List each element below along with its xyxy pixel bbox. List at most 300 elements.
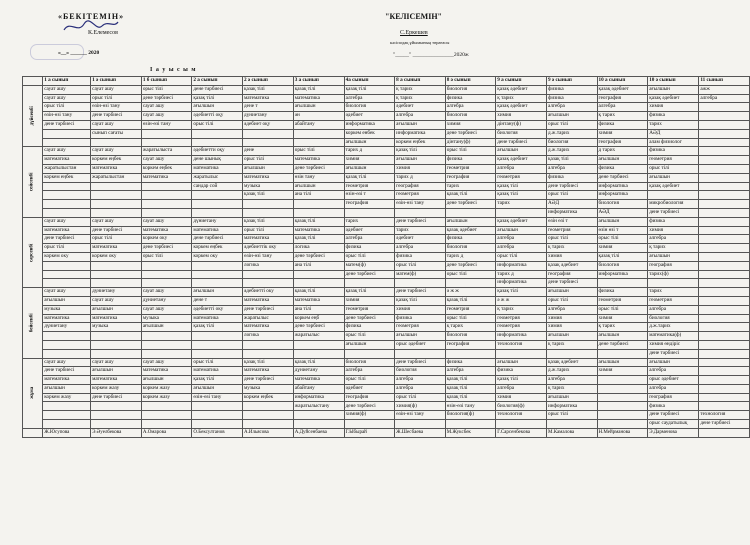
lesson-cell xyxy=(91,208,142,217)
lesson-cell xyxy=(91,182,142,191)
lesson-cell: сауат ашу xyxy=(141,217,192,226)
lesson-cell xyxy=(141,200,192,209)
lesson-cell: әдебиетті оку xyxy=(192,305,243,314)
lesson-cell: қазақ тілі xyxy=(395,296,446,305)
teacher-name: А.Дуйсенбаева xyxy=(293,428,344,437)
lesson-cell xyxy=(141,332,192,341)
lesson-cell xyxy=(43,332,91,341)
lesson-cell xyxy=(293,340,344,349)
lesson-cell: дене тәрбиесі xyxy=(648,411,699,420)
lesson-cell: алгебра xyxy=(496,164,547,173)
lesson-cell: орыс тілі xyxy=(192,358,243,367)
lesson-cell: алгебра xyxy=(648,235,699,244)
table-row xyxy=(23,147,750,156)
lesson-cell xyxy=(43,279,91,288)
lesson-cell: алгебра xyxy=(395,244,446,253)
lesson-cell: қазақ әдебиет xyxy=(496,217,547,226)
lesson-cell: сынып сағаты xyxy=(91,129,142,138)
lesson-cell: технология xyxy=(496,340,547,349)
teacher-name: Г.Ыбырай xyxy=(344,428,395,437)
lesson-cell: физика xyxy=(445,156,496,165)
lesson-cell: математика xyxy=(293,376,344,385)
lesson-cell xyxy=(192,200,243,209)
lesson-cell: орыс тілі xyxy=(597,235,648,244)
lesson-cell: тарих xyxy=(344,217,395,226)
lesson-cell: дене тәрбиесі xyxy=(43,120,91,129)
lesson-cell xyxy=(648,191,699,200)
lesson-cell: география xyxy=(648,261,699,270)
lesson-cell: ән xyxy=(293,112,344,121)
lesson-cell: ағылшын xyxy=(141,376,192,385)
lesson-cell: ағылшын xyxy=(395,156,446,165)
lesson-cell xyxy=(243,129,294,138)
teachers-row xyxy=(23,428,750,437)
lesson-cell: физика xyxy=(597,288,648,297)
table-row xyxy=(23,340,750,349)
class-header: 1 а сынып xyxy=(43,77,91,86)
lesson-cell: қазақ әдебиет xyxy=(496,156,547,165)
lesson-cell: қазақ тілі xyxy=(243,191,294,200)
lesson-cell: тарих xyxy=(496,200,547,209)
lesson-cell: қ тарих xyxy=(395,94,446,103)
lesson-cell: дене тәрбиесі xyxy=(344,402,395,411)
lesson-cell: биология xyxy=(344,103,395,112)
lesson-cell: коркем оку xyxy=(141,235,192,244)
day-name: сейсенбі xyxy=(29,172,35,192)
lesson-cell xyxy=(43,200,91,209)
lesson-cell: ағылшын xyxy=(192,384,243,393)
lesson-cell: әдебиет xyxy=(344,384,395,393)
lesson-cell: д.ж.тарих xyxy=(547,147,598,156)
lesson-cell: д.ж.тарих xyxy=(648,323,699,332)
lesson-cell: АӘД xyxy=(648,129,699,138)
lesson-cell: математика xyxy=(243,235,294,244)
lesson-cell: дене тәрбиесі xyxy=(293,323,344,332)
table-row xyxy=(23,235,750,244)
lesson-cell xyxy=(699,349,750,358)
lesson-cell xyxy=(43,270,91,279)
lesson-cell: коркем еңбек xyxy=(43,173,91,182)
lesson-cell: дене тәрбиесі xyxy=(243,376,294,385)
lesson-cell xyxy=(192,129,243,138)
lesson-cell: қазақ тілі xyxy=(445,384,496,393)
lesson-cell xyxy=(699,270,750,279)
lesson-cell xyxy=(699,244,750,253)
lesson-cell: физика xyxy=(648,112,699,121)
lesson-cell: қазақ тілі xyxy=(496,191,547,200)
lesson-cell: алгебра xyxy=(496,235,547,244)
lesson-cell xyxy=(597,376,648,385)
table-row xyxy=(23,217,750,226)
lesson-cell: орыс тілі xyxy=(445,147,496,156)
lesson-cell: физика xyxy=(597,164,648,173)
lesson-cell xyxy=(141,129,192,138)
lesson-cell xyxy=(496,349,547,358)
teacher-name: Э.Дарменова xyxy=(648,428,699,437)
lesson-cell: тарих д xyxy=(395,173,446,182)
lesson-cell xyxy=(344,349,395,358)
lesson-cell: қазақ тілі xyxy=(243,358,294,367)
lesson-cell xyxy=(91,332,142,341)
lesson-cell: ағылшын xyxy=(648,358,699,367)
lesson-cell xyxy=(597,349,648,358)
lesson-cell: қазақ тілі xyxy=(445,393,496,402)
lesson-cell xyxy=(699,129,750,138)
lesson-cell xyxy=(699,173,750,182)
lesson-cell: өзін-өзі тану xyxy=(43,112,91,121)
table-row xyxy=(23,112,750,121)
lesson-cell: физика xyxy=(547,85,598,94)
teacher-name: Ж.Шесбаева xyxy=(395,428,446,437)
lesson-cell: дене тәрбиесі xyxy=(395,358,446,367)
lesson-cell: ағылшын xyxy=(547,288,598,297)
lesson-cell: математика xyxy=(192,226,243,235)
lesson-cell: абайтану xyxy=(293,384,344,393)
lesson-cell: ағылшын xyxy=(91,305,142,314)
lesson-cell xyxy=(192,138,243,147)
lesson-cell xyxy=(91,402,142,411)
table-row xyxy=(23,252,750,261)
lesson-cell: орыс тілі xyxy=(91,94,142,103)
lesson-cell: ағылшын xyxy=(43,296,91,305)
lesson-cell: қазақ тілі xyxy=(445,191,496,200)
lesson-cell: химия xyxy=(648,226,699,235)
lesson-cell: алгебра xyxy=(395,376,446,385)
lesson-cell: дене тәрбиесі xyxy=(344,314,395,323)
lesson-cell xyxy=(293,420,344,429)
lesson-cell: әдебиетті оқу xyxy=(192,112,243,121)
lesson-cell: алгебра xyxy=(344,94,395,103)
lesson-cell: сандар сой xyxy=(192,182,243,191)
lesson-cell: әдебиет xyxy=(395,235,446,244)
lesson-cell xyxy=(141,191,192,200)
lesson-cell: химия xyxy=(547,314,598,323)
lesson-cell xyxy=(699,393,750,402)
day-label xyxy=(23,217,43,287)
table-row xyxy=(23,85,750,94)
lesson-cell: орыс тілі xyxy=(43,103,91,112)
lesson-cell: география xyxy=(344,393,395,402)
lesson-cell xyxy=(445,420,496,429)
teacher-name: М.Камалова xyxy=(547,428,598,437)
lesson-cell: дене тәрбиесі xyxy=(141,244,192,253)
lesson-cell: дүниетану xyxy=(91,288,142,297)
lesson-cell: орыс тілі xyxy=(597,305,648,314)
lesson-cell: дене тәрбиесі xyxy=(445,129,496,138)
lesson-cell: қазақ тілі xyxy=(445,296,496,305)
lesson-cell: ағылшын xyxy=(547,332,598,341)
lesson-cell xyxy=(648,279,699,288)
lesson-cell: алгебра xyxy=(496,244,547,253)
lesson-cell: дене тәрбиесі xyxy=(243,305,294,314)
lesson-cell xyxy=(699,384,750,393)
lesson-cell: қазақ тілі xyxy=(293,235,344,244)
lesson-cell: ә ж ж xyxy=(445,288,496,297)
lesson-cell xyxy=(699,147,750,156)
lesson-cell: алгебра xyxy=(445,103,496,112)
lesson-cell xyxy=(699,296,750,305)
day-name: жұма xyxy=(29,387,35,400)
lesson-cell: химия өндіріс xyxy=(648,340,699,349)
lesson-cell: ағылшын xyxy=(43,384,91,393)
lesson-cell: тарих xyxy=(648,288,699,297)
lesson-cell: коркем жазу xyxy=(141,384,192,393)
lesson-cell: дене тәрбиесі xyxy=(91,226,142,235)
lesson-cell xyxy=(699,332,750,341)
lesson-cell: физика xyxy=(395,252,446,261)
lesson-cell: сауат ашу xyxy=(141,156,192,165)
lesson-cell: өзін-өзі тану xyxy=(395,200,446,209)
lesson-cell xyxy=(395,208,446,217)
lesson-cell xyxy=(699,252,750,261)
lesson-cell: сауат ашу xyxy=(141,288,192,297)
lesson-cell: химия xyxy=(395,305,446,314)
lesson-cell: өзін-өзі т xyxy=(344,191,395,200)
lesson-cell: алгебра xyxy=(547,376,598,385)
lesson-cell: тарих д xyxy=(445,252,496,261)
lesson-cell xyxy=(445,349,496,358)
lesson-cell xyxy=(699,305,750,314)
lesson-cell: АӘД xyxy=(597,208,648,217)
lesson-cell: физика xyxy=(597,120,648,129)
lesson-cell: химия xyxy=(547,252,598,261)
lesson-cell: д тарих xyxy=(597,147,648,156)
lesson-cell: музыка xyxy=(243,182,294,191)
lesson-cell: ағылшын xyxy=(648,252,699,261)
table-row xyxy=(23,314,750,323)
lesson-cell xyxy=(445,208,496,217)
lesson-cell: сауат ашу xyxy=(43,217,91,226)
lesson-cell: қ тарих xyxy=(547,244,598,253)
table-row xyxy=(23,270,750,279)
lesson-cell: алгебра xyxy=(597,103,648,112)
lesson-cell: коркем енбек xyxy=(344,129,395,138)
lesson-cell: математика xyxy=(293,296,344,305)
day-label xyxy=(23,85,43,147)
lesson-cell: орыс тілі xyxy=(445,314,496,323)
lesson-cell: биология xyxy=(597,261,648,270)
lesson-cell: математика xyxy=(243,323,294,332)
lesson-cell: қ тарих xyxy=(648,244,699,253)
lesson-cell: математика xyxy=(243,173,294,182)
table-row xyxy=(23,376,750,385)
lesson-cell: тарих(ф) xyxy=(648,270,699,279)
lesson-cell: химия(ф) xyxy=(395,402,446,411)
lesson-cell: ағылшын xyxy=(445,217,496,226)
lesson-cell: коркем еңбек xyxy=(395,138,446,147)
lesson-cell: әдебиетті оку xyxy=(243,288,294,297)
lesson-cell: геометрия xyxy=(344,182,395,191)
lesson-cell: әдебиет xyxy=(344,226,395,235)
class-header: 4а сынып xyxy=(344,77,395,86)
lesson-cell: информатика xyxy=(547,402,598,411)
table-row xyxy=(23,173,750,182)
lesson-cell: қазақ тілі xyxy=(496,288,547,297)
lesson-cell: сауат ашу xyxy=(141,305,192,314)
lesson-cell: дене тәрбиесі xyxy=(192,85,243,94)
lesson-cell: әдебиетти оқу xyxy=(192,147,243,156)
lesson-cell: биология xyxy=(547,138,598,147)
lesson-cell: дүниетану xyxy=(141,296,192,305)
lesson-cell: орыс әдебиет xyxy=(395,340,446,349)
lesson-cell: сауат ашу xyxy=(91,147,142,156)
lesson-cell: орыс тілі xyxy=(648,164,699,173)
lesson-cell: музыка xyxy=(243,384,294,393)
lesson-cell: коркем еңбек xyxy=(192,244,243,253)
lesson-cell xyxy=(699,217,750,226)
lesson-cell: геометрия xyxy=(597,296,648,305)
lesson-cell xyxy=(243,138,294,147)
lesson-cell: қазақ тілі xyxy=(547,156,598,165)
lesson-cell xyxy=(699,288,750,297)
lesson-cell xyxy=(91,420,142,429)
lesson-cell: биология(ф) xyxy=(445,411,496,420)
lesson-cell xyxy=(243,402,294,411)
lesson-cell xyxy=(699,226,750,235)
lesson-cell: орыс тілі xyxy=(91,235,142,244)
lesson-cell: сауат ашу xyxy=(43,358,91,367)
lesson-cell: ағылшын xyxy=(395,120,446,129)
lesson-cell xyxy=(597,411,648,420)
lesson-cell xyxy=(43,411,91,420)
lesson-cell: ағылшын xyxy=(293,103,344,112)
lesson-cell: математика xyxy=(141,226,192,235)
lesson-cell: орыс тілі xyxy=(395,261,446,270)
lesson-cell: қазақ тілі xyxy=(293,288,344,297)
lesson-cell: математика xyxy=(243,296,294,305)
lesson-cell: химия(ф) xyxy=(344,411,395,420)
lesson-cell: геометрия xyxy=(648,296,699,305)
teacher-name: А.Ильясова xyxy=(243,428,294,437)
lesson-cell xyxy=(91,191,142,200)
class-header: 2 а сынып xyxy=(192,77,243,86)
lesson-cell xyxy=(699,112,750,121)
lesson-cell: орыс тілі xyxy=(293,147,344,156)
lesson-cell: логика xyxy=(243,261,294,270)
table-row xyxy=(23,305,750,314)
lesson-cell: физика xyxy=(496,367,547,376)
lesson-cell xyxy=(547,349,598,358)
table-row xyxy=(23,332,750,341)
lesson-cell xyxy=(445,279,496,288)
lesson-cell: биология xyxy=(395,367,446,376)
lesson-cell: информатика xyxy=(344,120,395,129)
lesson-cell xyxy=(43,182,91,191)
lesson-cell: физика xyxy=(395,314,446,323)
lesson-cell: коркем жазу xyxy=(43,393,91,402)
lesson-cell xyxy=(496,420,547,429)
lesson-cell: орыс тілі xyxy=(344,252,395,261)
approve-title-right: "КЕЛІСЕМІН" xyxy=(385,12,442,21)
lesson-cell: дене тәрбиесі xyxy=(141,94,192,103)
lesson-cell: ағылшын xyxy=(344,138,395,147)
lesson-cell: геометрия xyxy=(395,323,446,332)
lesson-cell xyxy=(293,200,344,209)
lesson-cell: қ тарих xyxy=(445,323,496,332)
lesson-cell: биология xyxy=(445,332,496,341)
lesson-cell: физика xyxy=(344,323,395,332)
lesson-cell: физика xyxy=(547,94,598,103)
lesson-cell: геометрия xyxy=(445,305,496,314)
lesson-cell: орыс тілі xyxy=(344,376,395,385)
lesson-cell: өзін өзі т xyxy=(597,226,648,235)
lesson-cell xyxy=(43,420,91,429)
lesson-cell: сауат ашу xyxy=(43,288,91,297)
lesson-cell: химия xyxy=(445,120,496,129)
lesson-cell xyxy=(43,340,91,349)
lesson-cell xyxy=(91,279,142,288)
lesson-cell xyxy=(293,279,344,288)
lesson-cell xyxy=(91,200,142,209)
lesson-cell xyxy=(597,279,648,288)
lesson-cell xyxy=(91,270,142,279)
lesson-cell xyxy=(43,402,91,411)
table-row xyxy=(23,420,750,429)
lesson-cell: дінтану(ф) xyxy=(496,120,547,129)
lesson-cell: орыс тілі xyxy=(395,393,446,402)
lesson-cell xyxy=(192,402,243,411)
lesson-cell xyxy=(293,411,344,420)
teacher-name: Н.Мейрманова xyxy=(597,428,648,437)
lesson-cell: информатика xyxy=(293,393,344,402)
lesson-cell: орыс тілі xyxy=(547,296,598,305)
lesson-cell: физика xyxy=(547,173,598,182)
lesson-cell: орыс тілі xyxy=(192,120,243,129)
corner-cell xyxy=(23,77,43,86)
lesson-cell: коркем еңбек xyxy=(141,164,192,173)
lesson-cell: химия xyxy=(344,156,395,165)
lesson-cell: жаратылыс xyxy=(293,332,344,341)
lesson-cell xyxy=(141,261,192,270)
lesson-cell xyxy=(43,208,91,217)
lesson-cell: география xyxy=(547,270,598,279)
lesson-cell: биология xyxy=(648,314,699,323)
lesson-cell: ағылшын xyxy=(597,332,648,341)
table-row xyxy=(23,393,750,402)
table-row xyxy=(23,164,750,173)
lesson-cell: география xyxy=(344,200,395,209)
lesson-cell xyxy=(699,200,750,209)
lesson-cell: орыс тілі xyxy=(43,244,91,253)
lesson-cell: қазақ тілі xyxy=(243,85,294,94)
class-header: 10 ә сынып xyxy=(648,77,699,86)
lesson-cell: орыс тілі xyxy=(243,156,294,165)
lesson-cell: ағылшын xyxy=(344,164,395,173)
table-row xyxy=(23,261,750,270)
lesson-cell: дүниетану xyxy=(192,217,243,226)
lesson-cell: коркем оку xyxy=(91,252,142,261)
lesson-cell: химия xyxy=(496,112,547,121)
lesson-cell: физика xyxy=(445,94,496,103)
lesson-cell xyxy=(344,208,395,217)
day-name: сәрсенбі xyxy=(29,243,35,262)
table-row xyxy=(23,191,750,200)
lesson-cell: технология xyxy=(496,411,547,420)
lesson-cell: өзін тану xyxy=(293,173,344,182)
schedule-table xyxy=(22,76,750,438)
lesson-cell: математика xyxy=(293,156,344,165)
day-label xyxy=(23,288,43,358)
teacher-name xyxy=(699,428,750,437)
teacher-name: Э.Әуелбекова xyxy=(91,428,142,437)
lesson-cell xyxy=(597,393,648,402)
lesson-cell: химия xyxy=(496,393,547,402)
lesson-cell: физика xyxy=(648,402,699,411)
lesson-cell: өзін өзі т xyxy=(547,217,598,226)
lesson-cell: әдебиет оқу xyxy=(243,120,294,129)
lesson-cell: математика xyxy=(91,376,142,385)
lesson-cell: геометрия xyxy=(395,191,446,200)
